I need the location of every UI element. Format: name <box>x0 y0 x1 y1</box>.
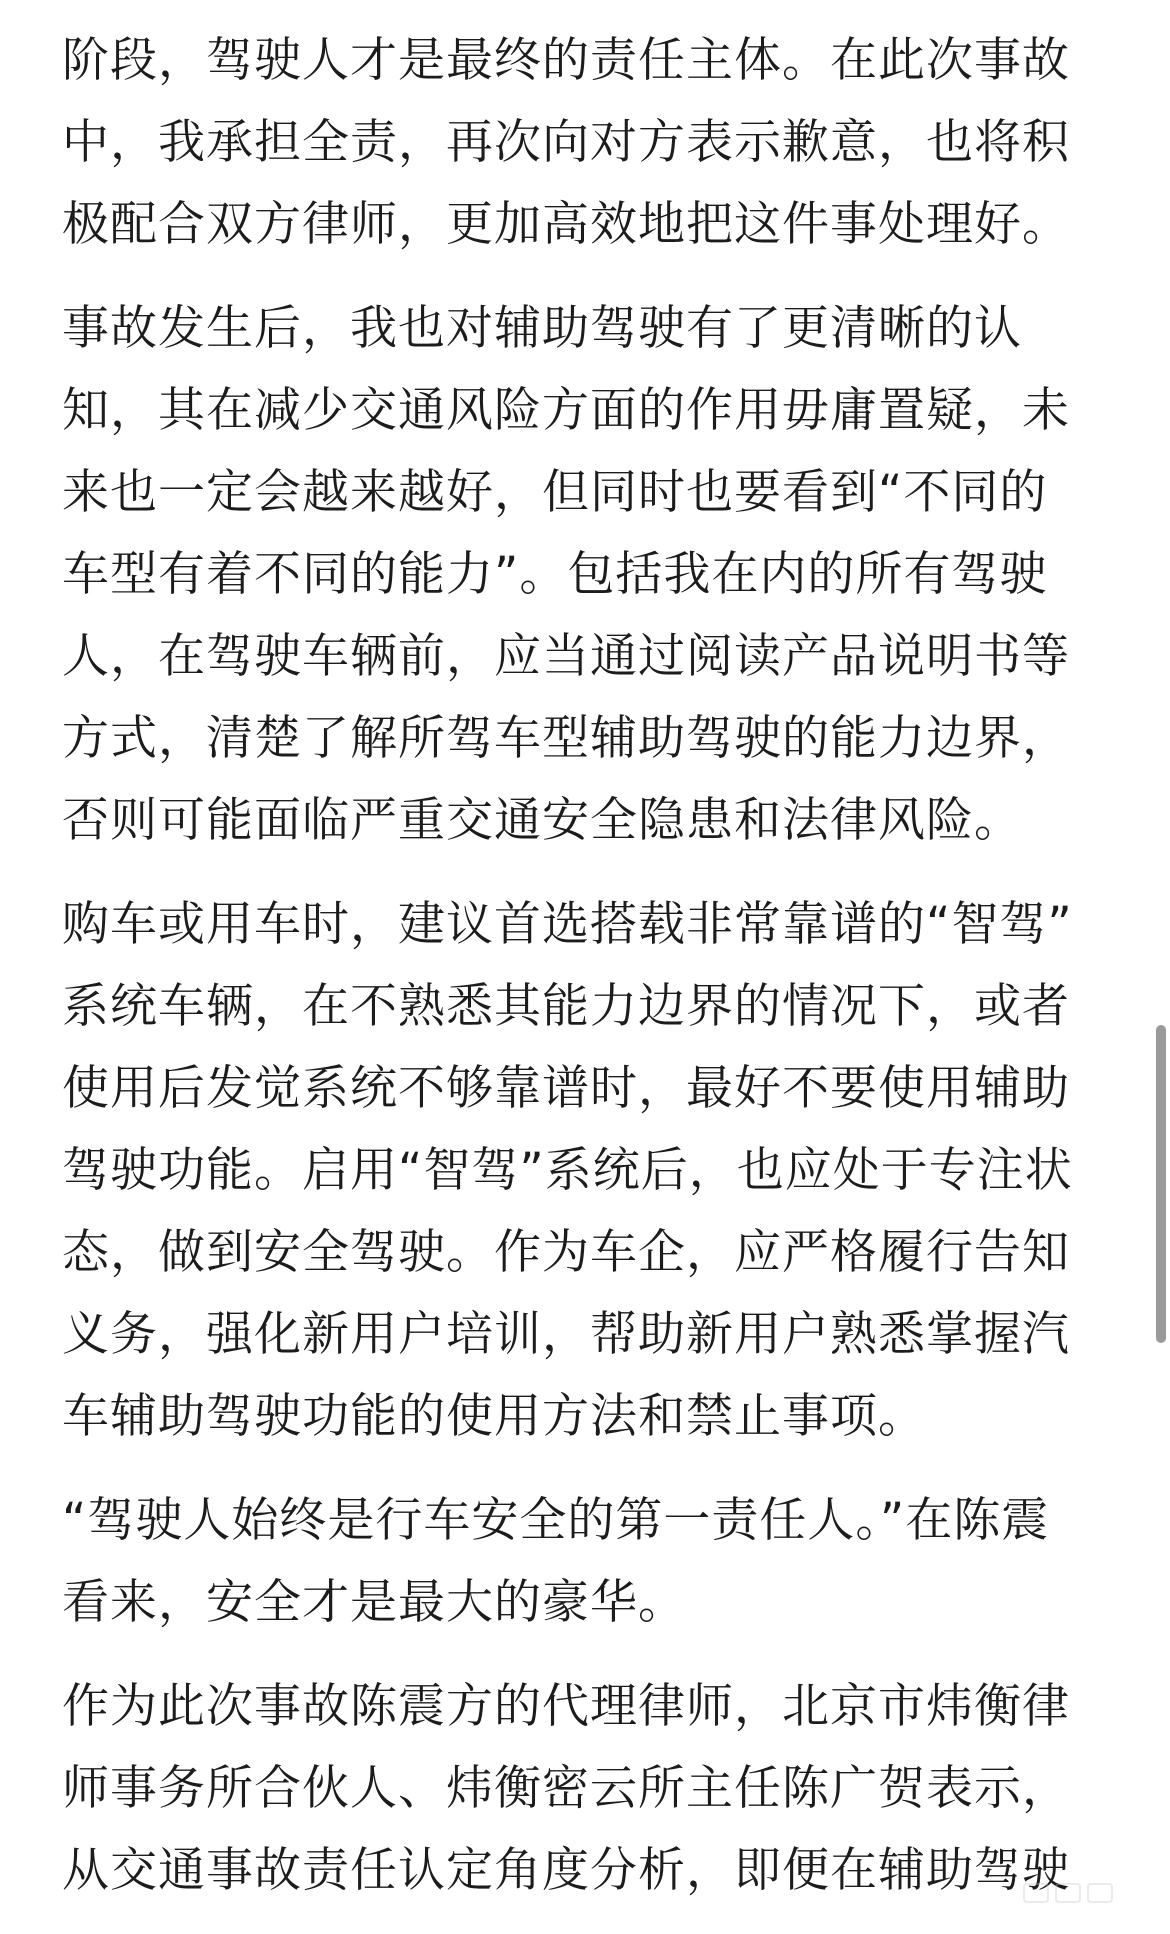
text-line: 从交通事故责任认定角度分析，即便在辅助驾驶 <box>62 1843 1070 1898</box>
paragraph-5 <box>62 1666 1102 1912</box>
text-line: 极配合双方律师，更加高效地把这件事处理好。 <box>62 197 1070 252</box>
text-line: 阶段，驾驶人才是最终的责任主体。在此次事故 <box>62 33 1070 88</box>
paragraph-4 <box>62 1480 1102 1644</box>
text-line: 中，我承担全责，再次向对方表示歉意，也将积 <box>62 115 1070 170</box>
text-line: 作为此次事故陈震方的代理律师，北京市炜衡律 <box>62 1679 1070 1734</box>
paragraph-2 <box>62 288 1102 862</box>
text-line: 否则可能面临严重交通安全隐患和法律风险。 <box>62 793 1022 848</box>
text-line: 师事务所合伙人、炜衡密云所主任陈广贺表示， <box>62 1761 1070 1816</box>
text-line: 使用后发觉系统不够靠谱时，最好不要使用辅助 <box>62 1061 1070 1116</box>
scrollbar-thumb[interactable] <box>1156 1025 1166 1343</box>
text-line: 来也一定会越来越好，但同时也要看到“不同的 <box>62 465 1048 520</box>
text-line: 知，其在减少交通风险方面的作用毋庸置疑，未 <box>62 383 1070 438</box>
text-line: 义务，强化新用户培训，帮助新用户熟悉掌握汽 <box>62 1307 1070 1362</box>
paragraph-3 <box>62 884 1102 1458</box>
article-body <box>62 20 1102 1934</box>
text-line: 方式，清楚了解所驾车型辅助驾驶的能力边界， <box>62 711 1070 766</box>
text-line: 驾驶功能。启用“智驾”系统后，也应处于专注状 <box>62 1143 1073 1198</box>
text-line: 车辅助驾驶功能的使用方法和禁止事项。 <box>62 1389 926 1444</box>
text-line: 看来，安全才是最大的豪华。 <box>62 1575 686 1630</box>
text-line: 人，在驾驶车辆前，应当通过阅读产品说明书等 <box>62 629 1070 684</box>
text-line: 态，做到安全驾驶。作为车企，应严格履行告知 <box>62 1225 1070 1280</box>
text-line: 购车或用车时，建议首选搭载非常靠谱的“智驾” <box>62 897 1073 952</box>
text-line: 车型有着不同的能力”。包括我在内的所有驾驶 <box>62 547 1048 602</box>
text-line: 事故发生后，我也对辅助驾驶有了更清晰的认 <box>62 301 1022 356</box>
paragraph-1 <box>62 20 1102 266</box>
text-line: 系统车辆，在不熟悉其能力边界的情况下，或者 <box>62 979 1070 1034</box>
watermark-logo <box>1022 1878 1132 1908</box>
text-line: “驾驶人始终是行车安全的第一责任人。”在陈震 <box>62 1493 1050 1548</box>
